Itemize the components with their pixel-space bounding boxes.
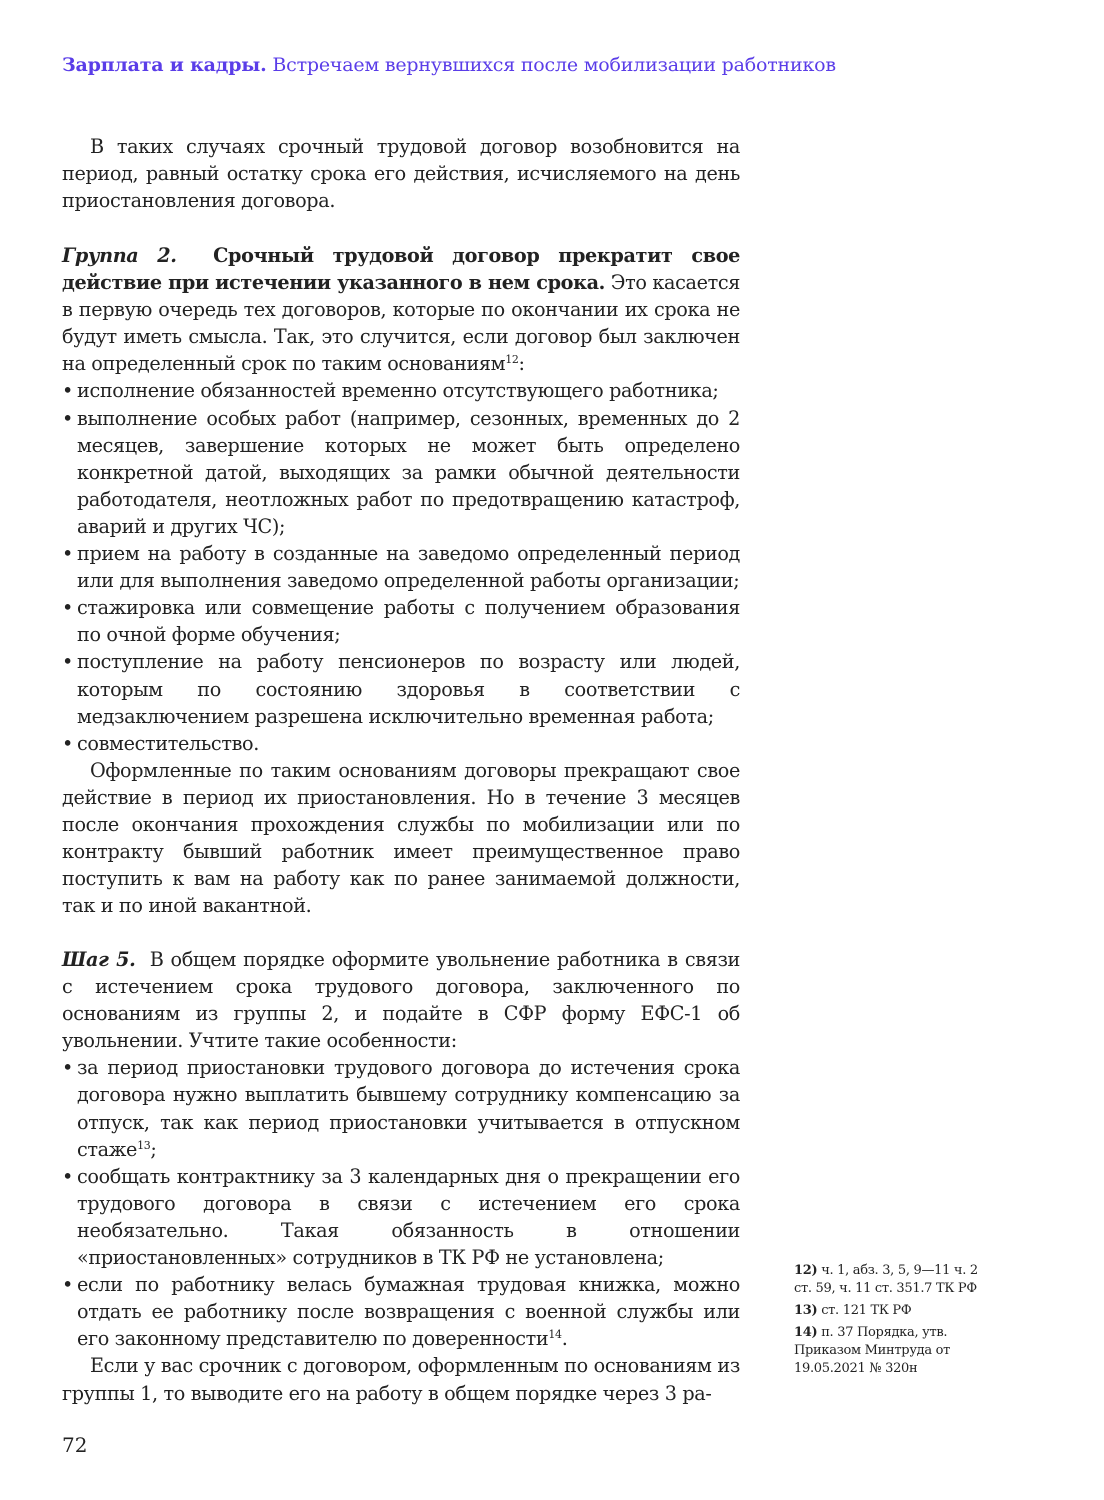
list-item: • совместительство. <box>62 730 740 757</box>
list-item: • исполнение обязанностей временно отсутствующего работника; <box>62 377 740 404</box>
footnotes <box>794 1262 994 1382</box>
footnote-number: 13) <box>794 1303 818 1318</box>
footnote-text: ст. 121 ТК РФ <box>821 1303 912 1318</box>
paragraph: В таких случаях срочный трудовой договор возобновится на период, равный остатку срока его действия, исчисляемого на день приостановления договора. <box>62 135 740 213</box>
item-text: за период приостановки трудового договора до истечения срока договора нужно выплатить бывшему сотруднику компенсацию за отпуск, так как период приостановки учитывается в отпускном стаже <box>77 1056 740 1161</box>
punct: . <box>561 1327 568 1351</box>
punct: : <box>518 352 525 376</box>
paragraph: Если у вас срочник с договором, оформленным по основаниям из группы 1, то выводите его на работу в общем порядке через 3 ра- <box>62 1354 740 1405</box>
step5-list <box>62 1054 740 1352</box>
punct: ; <box>150 1137 157 1161</box>
footnote-ref: 13 <box>137 1138 151 1152</box>
footnote-ref: 14 <box>548 1328 562 1342</box>
footnote-ref: 12 <box>505 353 519 367</box>
footnote-number: 12) <box>794 1263 818 1278</box>
list-item <box>62 1271 740 1352</box>
footnote <box>794 1262 994 1298</box>
header-title: Встречаем вернувшихся после мобилизации работников <box>272 54 836 76</box>
group2-label: Группа 2. <box>62 244 177 267</box>
intro-block <box>62 133 740 214</box>
group2-bold: Срочный трудовой договор прекратит свое действие при истечении указанного в нем срока. <box>62 244 740 295</box>
list-item: • сообщать контрактнику за 3 календарных дня о прекращении его трудового договора в связи с истечением его срока необязательно. Такая обязанность в отношении «приостановленных» сотрудников в ТК РФ не установлена; <box>62 1163 740 1271</box>
list-item: • выполнение особых работ (например, сезонных, временных до 2 месяцев, завершение которых не может быть определено конкретной датой, выходящих за рамки обычной деятельности работодателя, неотложных работ по предотвращению катастроф, аварий и других ЧС); <box>62 405 740 540</box>
header-section: Зарплата и кадры. <box>62 54 267 76</box>
step5-label: Шаг 5. <box>62 948 136 971</box>
footnote-text: ч. 1, абз. 3, 5, 9—11 ч. 2 ст. 59, ч. 11 ст. 351.7 ТК РФ <box>794 1263 978 1296</box>
list-item <box>62 1054 740 1162</box>
paragraph: Оформленные по таким основаниям договоры прекращают свое действие в период их приостановления. Но в течение 3 месяцев после окончания прохождения службы по мобилизации или по контракту бывший работник имеет преимущественное право поступить к вам на работу как по ранее занимаемой должности, так и по иной вакантной. <box>62 758 740 918</box>
list-item: • поступление на работу пенсионеров по возрасту или людей, которым по состоянию здоровья в соответствии с медзаключением разрешена исключительно временная работа; <box>62 648 740 729</box>
group2-text: Это касается в первую очередь тех договоров, которые по окончании их срока не будут иметь смысла. Так, это случится, если договор был заключен на определенный срок по таким основаниям <box>62 271 740 376</box>
footnote <box>794 1324 994 1378</box>
group2-paragraph <box>62 242 740 377</box>
group2-block <box>62 242 740 919</box>
page-number: 72 <box>62 1433 88 1457</box>
footnote <box>794 1302 994 1320</box>
item-text: если по работнику велась бумажная трудовая книжка, можно отдать ее работнику после возвращения с военной службы или его законному представителю по доверенности <box>77 1273 740 1351</box>
footnote-text: п. 37 Порядка, утв. Приказом Минтруда от 19.05.2021 № 320н <box>794 1325 951 1376</box>
list-item: • стажировка или совмещение работы с получением образования по очной форме обучения; <box>62 594 740 648</box>
list-item: • прием на работу в созданные на заведомо определенный период или для выполнения заведомо определенной работы организации; <box>62 540 740 594</box>
group2-list <box>62 377 740 756</box>
step5-text: В общем порядке оформите увольнение работника в связи с истечением срока трудового договора, заключенного по основаниям из группы 2, и подайте в СФР форму ЕФС-1 об увольнении. Учтите такие особенности: <box>62 948 740 1053</box>
step5-paragraph <box>62 946 740 1054</box>
footnote-number: 14) <box>794 1325 818 1340</box>
step5-block <box>62 946 740 1407</box>
running-header <box>62 54 836 76</box>
